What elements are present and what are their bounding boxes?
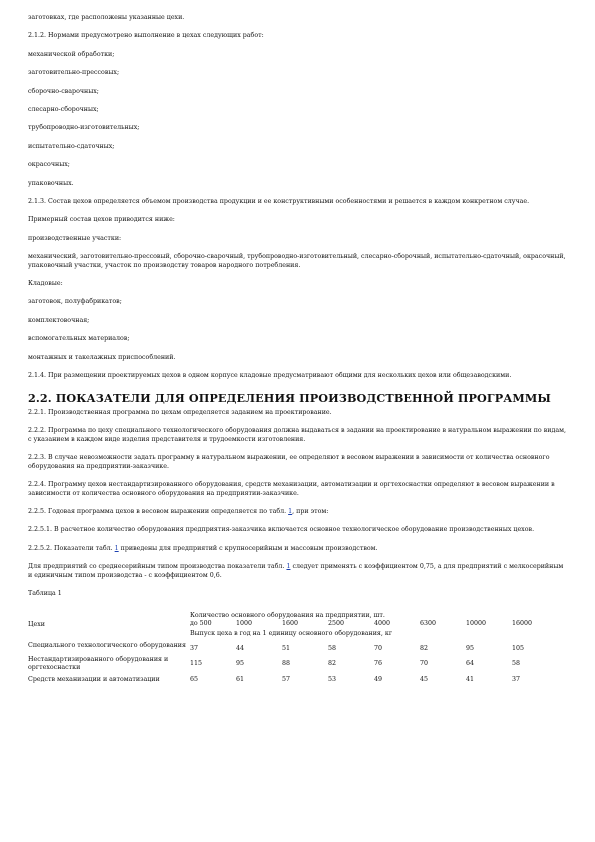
table-group-header: Количество основного оборудования на предприятии, шт.: [190, 611, 385, 619]
text-line: заготовительно-прессовых;: [28, 69, 120, 77]
table-subheader: Выпуск цеха в год на 1 единицу основного оборудования, кг: [190, 629, 393, 637]
table-cell: 70: [374, 644, 383, 652]
table-link[interactable]: 1: [288, 507, 293, 515]
text-line: трубопроводно-изготовительных;: [28, 124, 140, 132]
table-link[interactable]: 1: [286, 563, 291, 571]
text-line: комплектовочная;: [28, 316, 90, 324]
table-cell: 49: [374, 675, 383, 683]
table-cell: 58: [512, 659, 521, 667]
text-line: механической обработки;: [28, 50, 115, 58]
text-line: монтажных и такелажных приспособлений.: [28, 353, 176, 361]
text-fragment: 2.2.5.2. Показатели табл.: [28, 544, 115, 552]
text-fragment: , при этом:: [292, 507, 329, 515]
text-paragraph: 2.2.5.1. В расчетное количество оборудования предприятия-заказчика включается основное технологическое оборудование производственных цехов.: [28, 526, 535, 534]
table-cell: 95: [466, 644, 475, 652]
table-cell: 45: [420, 675, 429, 683]
text-line: производственные участки:: [28, 234, 122, 242]
text-line: упаковочных.: [28, 179, 74, 187]
table-cell: 76: [374, 659, 383, 667]
table-cell: 53: [328, 675, 337, 683]
text-fragment: приведены для предприятий с крупносерийным и массовым производством.: [118, 544, 378, 552]
table-cell: 82: [328, 659, 337, 667]
document-page: [28, 14, 568, 684]
table-row-name: Специального технологического оборудования: [28, 641, 186, 649]
text-paragraph: [28, 545, 568, 554]
table-row: [28, 672, 568, 684]
data-table: [28, 608, 568, 684]
table-header-cehi: Цехи: [28, 620, 45, 628]
table-row-name: Нестандартизированного оборудования и оргтехоснастки: [28, 655, 169, 671]
text-line: заготовках, где расположены указанные цехи.: [28, 14, 185, 21]
table-cell: 41: [466, 675, 475, 683]
text-fragment: следует применять с коэффициентом 0,75, а для предприятий с мелкосерийным и единичным типом производства - с коэффициентом 0,6.: [28, 563, 564, 579]
table-cell: 115: [190, 659, 203, 667]
table-quantity-header: 1000: [236, 619, 253, 627]
table-row-name: Средств механизации и автоматизации: [28, 675, 160, 683]
text-paragraph: [28, 563, 568, 580]
text-paragraph: 2.1.3. Состав цехов определяется объемом производства продукции и ее конструктивными особенностями и решается в каждом конкретном случае.: [28, 197, 530, 205]
table-cell: 61: [236, 675, 245, 683]
table-link[interactable]: 1: [114, 544, 119, 552]
table-quantity-header: 1600: [282, 619, 299, 627]
table-cell: 88: [282, 659, 291, 667]
text-paragraph: [28, 508, 568, 517]
table-cell: 65: [190, 675, 199, 683]
table-quantity-header: 2500: [328, 619, 345, 627]
table-quantity-header: 4000: [374, 619, 391, 627]
text-line: вспомогательных материалов;: [28, 335, 130, 343]
table-cell: 57: [282, 675, 291, 683]
table-quantity-header: 10000: [466, 619, 487, 627]
table-cell: 37: [190, 644, 199, 652]
text-line: сборочно-сварочных;: [28, 87, 99, 95]
table-cell: 64: [466, 659, 475, 667]
text-fragment: 2.2.5. Годовая программа цехов в весовом выражении определяется по табл.: [28, 507, 289, 515]
text-paragraph: 2.1.4. При размещении проектируемых цехов в одном корпусе кладовые предусматривают общими для нескольких цехов или общезаводскими.: [28, 372, 512, 380]
text-line: Кладовые:: [28, 280, 63, 288]
table-caption: Таблица 1: [28, 590, 62, 598]
text-paragraph: механический, заготовительно-прессовый, сборочно-сварочный, трубопроводно-изготовительный, слесарно-сборочный, испытательно-сдаточный, окрасочный, упаковочный участки, участок по производству товаров народного потребления.: [28, 253, 566, 269]
text-paragraph: 2.2.1. Производственная программа по цехам определяется заданием на проектирование.: [28, 408, 332, 416]
table-cell: 44: [236, 644, 245, 652]
text-paragraph: 2.2.4. Программу цехов нестандартизированного оборудования, средств механизации, автоматизации и оргтехоснастки определяют в весовом выражении в зависимости от количества основного оборудования на предприятии-заказчике.: [28, 480, 555, 497]
table-quantity-header: до 500: [190, 619, 212, 627]
section-heading: 2.2. ПОКАЗАТЕЛИ ДЛЯ ОПРЕДЕЛЕНИЯ ПРОИЗВОДСТВЕННОЙ ПРОГРАММЫ: [28, 390, 551, 405]
table-row: [28, 638, 568, 653]
text-line: Примерный состав цехов приводится ниже:: [28, 216, 175, 224]
table-cell: 95: [236, 659, 245, 667]
text-line: испытательно-сдаточных;: [28, 142, 115, 150]
table-cell: 37: [512, 675, 521, 683]
table-cell: 51: [282, 644, 291, 652]
text-fragment: Для предприятий со среднесерийным типом производства показатели табл.: [28, 563, 287, 571]
table-quantity-header: 6300: [420, 619, 437, 627]
table-cell: 105: [512, 644, 525, 652]
text-line: слесарно-сборочных;: [28, 105, 99, 113]
table-cell: 82: [420, 644, 429, 652]
text-paragraph: 2.2.2. Программа по цеху специального технологического оборудования должна выдаваться в задании на проектирование в натуральном выражении по видам, с указанием в каждом виде изделия представителя и трудоемкости изготовления.: [28, 427, 567, 443]
table-cell: 58: [328, 644, 337, 652]
table-row: [28, 653, 568, 672]
text-paragraph: 2.2.3. В случае невозможности задать программу в натуральном выражении, ее определяют в весовом выражении в зависимости от количества основного оборудования на предприятии-заказчике.: [28, 453, 550, 470]
text-line: заготовок, полуфабрикатов;: [28, 298, 122, 306]
table-quantity-header: 16000: [512, 619, 533, 627]
table-cell: 70: [420, 659, 429, 667]
text-line: 2.1.2. Нормами предусмотрено выполнение в цехах следующих работ:: [28, 32, 264, 40]
text-line: окрасочных;: [28, 161, 70, 169]
